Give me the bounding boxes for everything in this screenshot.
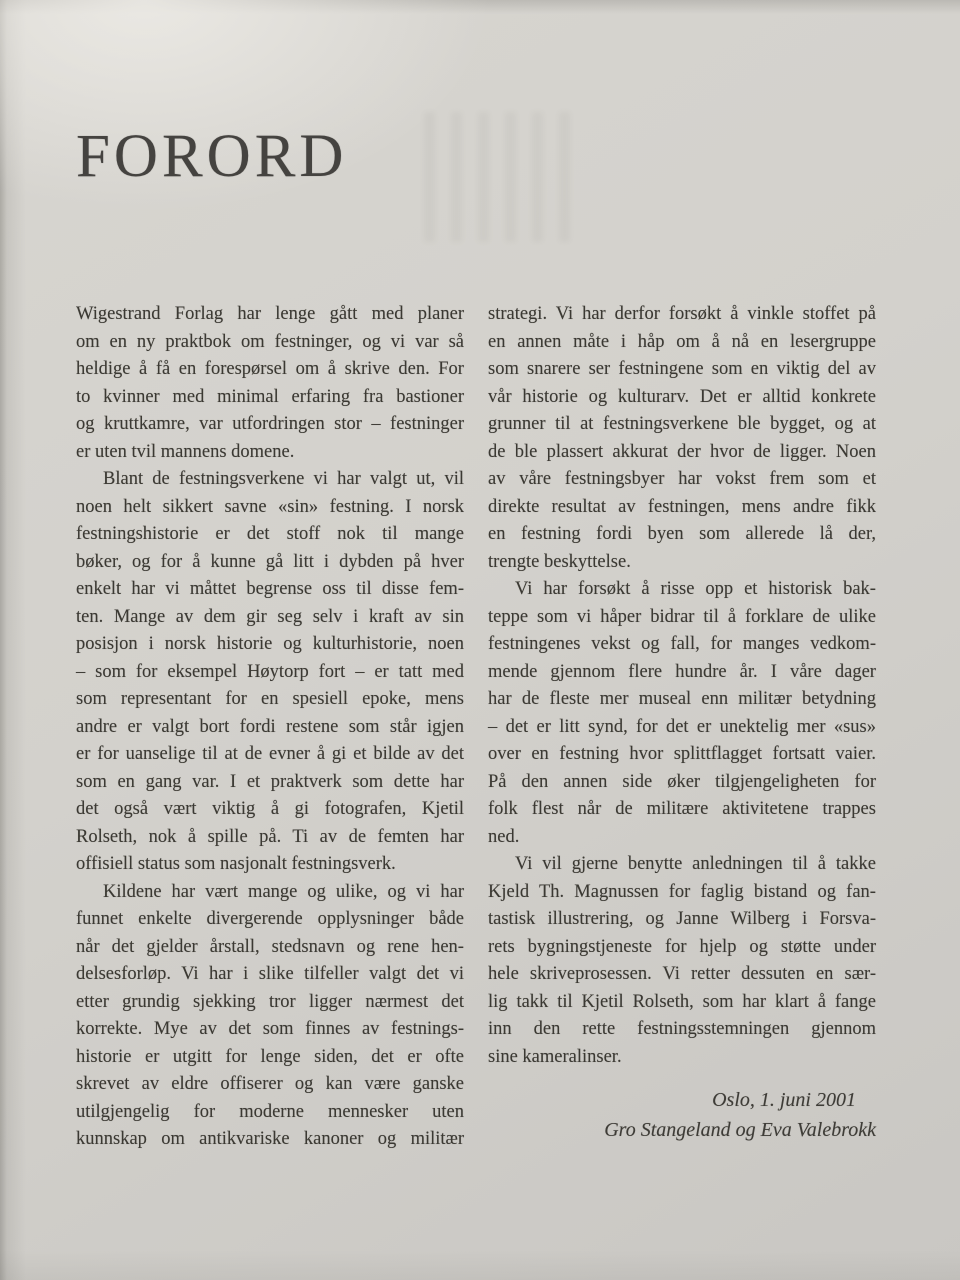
text-line: en annen måte i håp om å nå en lesergruppe: [488, 331, 876, 352]
text-line: og kruttkamre, var utfordringen stor – festninger: [76, 414, 465, 434]
text-line: På den annen side øker tilgjengeligheten for: [488, 771, 876, 792]
text-line: av våre festningsbyer har vokst frem som et: [488, 469, 877, 489]
text-line: Kjeld Th. Magnussen for faglig bistand og fan-: [488, 881, 876, 902]
text-line: direkte resultat av festningen, mens andre fikk: [488, 496, 877, 517]
column-right-lines: [488, 301, 876, 1071]
text-line: som en gang var. I et praktverk som dette har: [76, 771, 465, 792]
text-line: når det gjelder årstall, stedsnavn og rene hen-: [76, 936, 464, 957]
text-line: er for uanselige til at de evner å gi et bilde av det: [76, 744, 465, 764]
text-line: har de fleste mer museal enn militær betydning: [488, 689, 876, 709]
text-line: noen helt sikkert savne «sin» festning. I norsk: [76, 496, 465, 517]
signature-block: [488, 1085, 876, 1145]
text-line: skrevet av eldre offiserer og kan være ganske: [76, 1074, 465, 1094]
text-line: som representant for en spesiell epoke, mens: [76, 689, 464, 709]
text-line: korrekte. Mye av det som finnes av festnings-: [76, 1019, 465, 1039]
text-line: posisjon i norsk historie og kulturhistorie, noen: [76, 634, 464, 654]
text-line: mende gjennom flere hundre år. I våre dager: [488, 661, 876, 682]
text-line: funnet enkelte divergerende opplysninger både: [76, 909, 465, 929]
text-line: to kvinner med minimal erfaring fra bastioner: [76, 386, 465, 407]
text-line: en festning fordi byen som allerede lå der,: [488, 524, 877, 544]
text-line: er uten tvil mannens domene.: [76, 441, 295, 462]
text-line: lig takk til Kjetil Rolseth, som har klart å fange: [488, 991, 876, 1012]
text-line: ned.: [488, 826, 520, 847]
text-line: strategi. Vi har derfor forsøkt å vinkle stoffet på: [488, 304, 876, 324]
text-line: teppe som vi håper bidrar til å forklare de ulike: [488, 606, 876, 627]
text-line: historie er utgitt for lenge siden, det er ofte: [76, 1046, 465, 1067]
text-line: ten. Mange av dem gir seg selv i kraft av sin: [76, 606, 464, 627]
text-line: – det er litt synd, for det er unektelig mer «sus»: [488, 716, 877, 737]
text-line: – som for eksempel Høytorp fort – er tatt med: [76, 661, 464, 682]
text-line: folk flest når de militære aktivitetene trappes: [488, 799, 876, 819]
text-line: festningshistorie er det stoff nok til mange: [76, 524, 465, 544]
text-line: enkelt har vi måttet begrense oss til disse fem-: [76, 579, 464, 599]
text-line: festningenes vekst og fall, for manges vedkom-: [488, 634, 876, 654]
signature-authors: Gro Stangeland og Eva Valebrokk: [604, 1119, 876, 1141]
text-line: Vi vil gjerne benytte anledningen til å takke: [515, 854, 876, 874]
text-line: heldige å få en forespørsel om å skrive den. For: [76, 359, 464, 379]
text-column-right: [488, 301, 876, 1154]
text-columns: [76, 301, 878, 1154]
text-column-left: [76, 301, 464, 1154]
text-line: bøker, og for å kunne gå litt i dybden på hver: [76, 551, 465, 572]
text-line: etter grundig sjekking tror ligger nærmest det: [76, 991, 464, 1012]
text-line: Rolseth, nok å spille på. Ti av de femten har: [76, 826, 465, 847]
text-line: trengte beskyttelse.: [488, 551, 631, 572]
text-line: andre er valgt bort fordi restene som står igjen: [76, 716, 464, 737]
text-line: hele skriveprosessen. Vi retter dessuten en sær-: [488, 964, 877, 984]
text-line: sine kameralinser.: [488, 1046, 622, 1067]
text-line: det også vært viktig å gi fotografen, Kjetil: [76, 799, 464, 819]
text-line: om en ny praktbok om festninger, og vi var så: [76, 331, 465, 352]
text-line: delsesforløp. Vi har i slike tilfeller valgt det vi: [76, 964, 465, 984]
text-line: offisiell status som nasjonalt festningsverk.: [76, 854, 396, 874]
text-line: utilgjengelig for moderne mennesker uten: [76, 1101, 465, 1122]
page-title: FORORD: [76, 123, 348, 190]
text-line: de ble plassert akkurat der hvor de ligger. Noen: [488, 441, 876, 462]
text-line: grunner til at festningsverkene ble bygget, og at: [488, 414, 877, 434]
text-line: Kildene har vært mange og ulike, og vi har: [103, 881, 464, 902]
text-line: rets bygningstjeneste for hjelp og støtte under: [488, 936, 876, 957]
text-line: vår historie og kulturarv. Det er alltid konkrete: [488, 386, 876, 407]
text-line: kunnskap om antikvariske kanoner og militær: [76, 1129, 465, 1149]
text-line: over en festning hvor splittflagget fortsatt vaier.: [488, 744, 876, 764]
text-line: som snarere ser festningene som en viktig del av: [488, 359, 877, 379]
text-line: inn den rette festningsstemningen gjennom: [488, 1019, 876, 1039]
text-line: Vi har forsøkt å risse opp et historisk bak-: [515, 579, 876, 599]
signature-place-date: Oslo, 1. juni 2001: [712, 1089, 856, 1111]
text-line: tastisk illustrering, og Janne Wilberg i Forsva-: [488, 909, 876, 929]
text-line: Wigestrand Forlag har lenge gått med planer: [76, 304, 464, 324]
text-line: Blant de festningsverkene vi har valgt ut, vil: [103, 469, 465, 489]
